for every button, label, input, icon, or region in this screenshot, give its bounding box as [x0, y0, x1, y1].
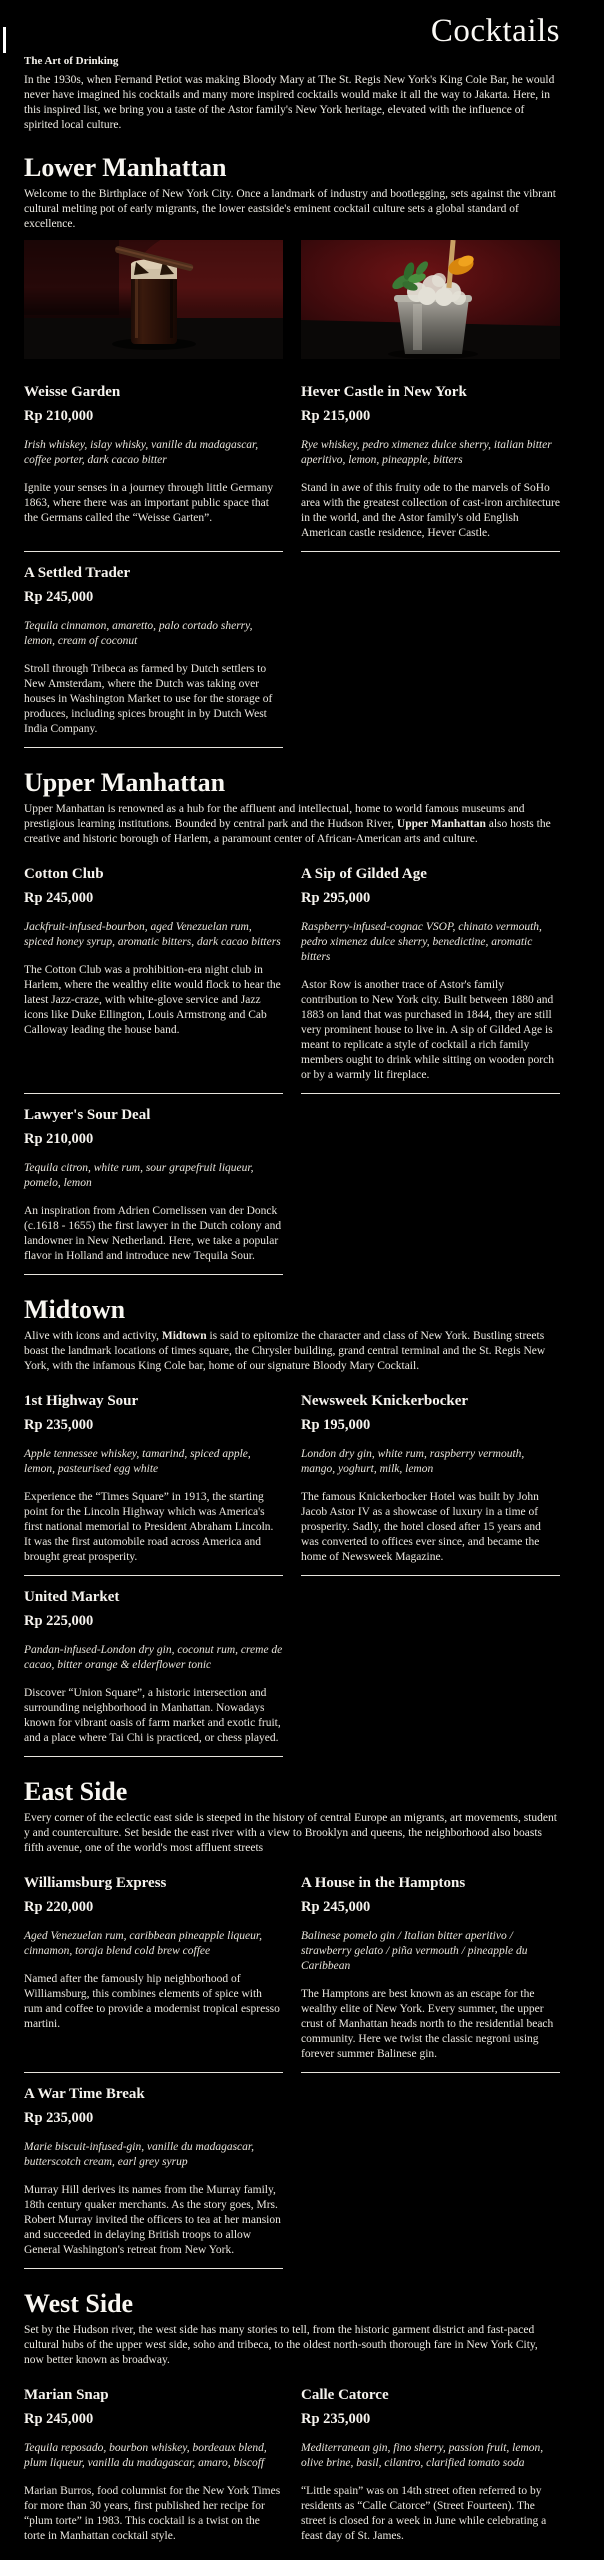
section-intro-bold: Upper Manhattan	[396, 818, 486, 830]
cocktail-description: Experience the “Times Square” in 1913, the starting point for the Lincoln Highway which was America's first national memorial to President Abraham Lincoln. It was the first automobile road across America and brought great prosperity.	[24, 1491, 274, 1563]
cocktail-item	[24, 1106, 283, 1275]
cocktail-item	[301, 383, 560, 552]
cocktail-item	[301, 1392, 560, 1576]
section-intro-text: Alive with icons and activity,	[24, 1330, 162, 1342]
divider	[301, 1093, 560, 1094]
cocktail-ingredients: Mediterranean gin, fino sherry, passion fruit, lemon, olive brine, basil, cilantro, clarified tomato soda	[301, 2442, 544, 2469]
cocktail-name: 1st Highway Sour	[24, 1393, 139, 1409]
cocktail-ingredients: Irish whiskey, islay whisky, vanille du madagascar, coffee porter, dark cacao bitter	[24, 439, 259, 466]
cocktail-price: Rp 210,000	[24, 408, 94, 424]
cocktail-name: Williamsburg Express	[24, 1875, 167, 1891]
section-intro	[24, 187, 560, 232]
section-intro-text-post: also hosts the creative and historic borough of Harlem, a paramount center of African-American arts and culture.	[24, 818, 551, 845]
cocktail-description: Astor Row is another trace of Astor's family contribution to New York city. Built between 1880 and 1883 on land that was purchased in 1844, they are still very prominent house to live in. A sip of Gilded Age is meant to replicate a style of cocktail a rich family members ought to drink while sitting on wooden porch or by a warmly lit fireplace.	[301, 979, 554, 1081]
cocktail-name: Weisse Garden	[24, 384, 121, 400]
cocktail-item	[301, 865, 560, 1094]
cocktail-item	[24, 1588, 283, 1757]
cocktail-description: The Cotton Club was a prohibition-era night club in Harlem, where the wealthy elite would flock to hear the latest Jazz-craze, with white-glove service and Jazz icons like Duke Ellington, Louis Armstrong and Cab Calloway leading the house band.	[24, 964, 281, 1036]
cocktail-name: Hever Castle in New York	[301, 384, 467, 400]
cocktail-description: Marian Burros, food columnist for the New York Times for more than 30 years, first published her recipe for “plum torte” in 1983. This cocktail is a twist on the torte in Manhattan cocktail style.	[24, 2485, 281, 2542]
cocktail-items-grid	[24, 383, 560, 748]
cocktail-description: The famous Knickerbocker Hotel was built by John Jacob Astor IV as a showcase of luxury in a time of prosperity. Sadly, the hotel closed after 15 years and was converted to offices ever since, and became the home of Newsweek Magazine.	[301, 1491, 541, 1563]
divider	[24, 1756, 283, 1757]
section-intro	[24, 1811, 560, 1856]
cocktail-ingredients: London dry gin, white rum, raspberry vermouth, mango, yoghurt, milk, lemon	[301, 1448, 525, 1475]
cocktail-items-grid	[24, 2386, 560, 2554]
cocktail-price: Rp 225,000	[24, 1613, 94, 1629]
intro-text: In the 1930s, when Fernand Petiot was making Bloody Mary at The St. Regis New York's King Cole Bar, he would never have imagined his cocktails and many more inspired cocktails would make it all the way to Jakarta. Here, in this inspired list, we bring you a taste of the Astor family's New York heritage, elevated with the influence of spirited local culture.	[24, 74, 555, 131]
cocktail-price: Rp 235,000	[24, 1417, 94, 1433]
section-east-side	[24, 1777, 560, 2269]
divider	[24, 1575, 283, 1576]
cocktail-items-grid	[24, 865, 560, 1275]
cocktail-ingredients: Raspberry-infused-cognac VSOP, chinato vermouth, pedro ximenez dulce sherry, benedictine, aromatic bitters	[301, 921, 542, 963]
cocktail-description: Stand in awe of this fruity ode to the marvels of SoHo area with the greatest collection of cast-iron architecture in the world, and the Astor family's old English American castle residence, Hever Castle.	[301, 482, 560, 539]
cocktail-name: United Market	[24, 1589, 120, 1605]
cocktail-description: An inspiration from Adrien Cornelissen van der Donck (c.1618 - 1655) the first lawyer in the Dutch colony and landowner in New Netherland. Here, we take a popular flavor in Holland and introduce new Tequila Sour.	[24, 1205, 282, 1262]
section-intro-text: Every corner of the eclectic east side is steeped in the history of central Europe an migrants, art movements, student y and counterculture. Set beside the east river with a view to Brooklyn and queens, the neighborhood also boasts fifth avenue, one of the world's most affluent streets	[24, 1812, 557, 1854]
cocktail-name: Lawyer's Sour Deal	[24, 1107, 151, 1123]
cocktail-description: Named after the famously hip neighborhood of Williamsburg, this combines elements of spice with rum and coffee to provide a modernist tropical espresso martini.	[24, 1973, 280, 2030]
intro-heading: The Art of Drinking	[24, 55, 119, 67]
cocktail-name: A House in the Hamptons	[301, 1875, 466, 1891]
cocktail-name: A Settled Trader	[24, 565, 131, 581]
cocktail-ingredients: Apple tennessee whiskey, tamarind, spiced apple, lemon, pasteurised egg white	[24, 1448, 251, 1475]
divider	[301, 1575, 560, 1576]
cocktail-item	[24, 1392, 283, 1576]
section-heading: Midtown	[24, 1295, 126, 1324]
cocktail-description: “Little spain” was on 14th street often referred to by residents as “Calle Catorce” (Street Fourteen). The street is closed for a week in June while celebrating a feast day of St. James.	[301, 2485, 547, 2542]
section-intro	[24, 2323, 560, 2368]
cocktail-ingredients: Marie biscuit-infused-gin, vanille du madagascar, butterscotch cream, earl grey syrup	[24, 2141, 254, 2168]
cocktail-item	[24, 2386, 283, 2554]
section-intro-text: Set by the Hudson river, the west side has many stories to tell, from the historic garment district and fast-paced cultural hubs of the upper west side, soho and tribeca, to the oldest north-south thorough fare in New York City, now better known as broadway.	[24, 2324, 538, 2366]
cocktail-item	[301, 2386, 560, 2554]
cocktail-price: Rp 245,000	[301, 1899, 371, 1915]
divider	[24, 2072, 283, 2073]
cocktail-ingredients: Aged Venezuelan rum, caribbean pineapple liqueur, cinnamon, toraja blend cold brew coffee	[24, 1930, 262, 1957]
cocktail-items-grid	[24, 1392, 560, 1757]
cocktail-name: A War Time Break	[24, 2086, 145, 2102]
cocktail-item	[24, 564, 283, 748]
section-intro-text: Upper Manhattan is renowned as a hub for the affluent and intellectual, home to world famous museums and prestigious learning institutions. Bounded by central park and the Hudson River,	[24, 803, 525, 830]
cocktail-price: Rp 245,000	[24, 2411, 94, 2427]
section-intro-text-post: is said to epitomize the character and class of New York. Bustling streets boast the landmark locations of times square, the Chrysler building, grand central terminal and the St. Regis New York, with the infamous King Cole bar, home of our signature Bloody Mary Cocktail.	[24, 1330, 546, 1372]
cocktail-photos-row	[24, 240, 560, 359]
cocktail-ingredients: Balinese pomelo gin / Italian bitter aperitivo / strawberry gelato / piña vermouth / pineapple du Caribbean	[301, 1930, 528, 1972]
cocktail-price: Rp 220,000	[24, 1899, 94, 1915]
scrollbar-thumb[interactable]	[3, 27, 6, 53]
cocktail-description: Ignite your senses in a journey through little Germany 1863, where there was an important public space that the Germans called the “Weisse Garten”.	[24, 482, 274, 524]
section-intro	[24, 802, 560, 847]
section-intro-text: Welcome to the Birthplace of New York City. Once a landmark of industry and bootlegging, sets against the vibrant cultural melting pot of early migrants, the lower eastside's eminent cocktail culture sets a global standard of excellence.	[24, 188, 557, 230]
divider	[24, 747, 283, 748]
cocktail-name: A Sip of Gilded Age	[301, 866, 427, 882]
cocktail-item	[24, 383, 283, 552]
section-lower-manhattan	[24, 153, 560, 748]
divider	[24, 1093, 283, 1094]
cocktail-item	[24, 865, 283, 1094]
divider	[24, 551, 283, 552]
cocktail-price: Rp 245,000	[24, 890, 94, 906]
divider	[24, 1274, 283, 1275]
divider	[301, 2072, 560, 2073]
cocktail-name: Cotton Club	[24, 866, 104, 882]
cocktail-price: Rp 210,000	[24, 1131, 94, 1147]
section-upper-manhattan	[24, 768, 560, 1275]
cocktail-price: Rp 245,000	[24, 589, 94, 605]
cocktail-name: Newsweek Knickerbocker	[301, 1393, 469, 1409]
cocktail-price: Rp 195,000	[301, 1417, 371, 1433]
cocktail-description: Murray Hill derives its names from the Murray family, 18th century quaker merchants. As the story goes, Mrs. Robert Murray invited the officers to tea at her mansion and succeeded in delaying British troops to allow General Washington's retreat from New York.	[24, 2184, 281, 2256]
cocktail-item	[24, 1874, 283, 2073]
cocktail-description: Discover “Union Square”, a historic intersection and surrounding neighborhood in Manhattan. Nowadays known for vibrant oasis of farm market and exotic fruit, and a place where Tai Chi is practiced, or chess played.	[24, 1687, 281, 1744]
section-intro	[24, 1329, 560, 1374]
section-heading: East Side	[24, 1777, 128, 1806]
cocktail-ingredients: Jackfruit-infused-bourbon, aged Venezuelan rum, spiced honey syrup, aromatic bitters, dark cacao bitters	[24, 921, 281, 948]
section-midtown	[24, 1295, 560, 1757]
hever-castle-cocktail-photo	[301, 240, 560, 359]
cocktail-ingredients: Tequila reposado, bourbon whiskey, bordeaux blend, plum liqueur, vanilla du madagascar, amaro, biscoff	[24, 2442, 267, 2469]
cocktail-ingredients: Pandan-infused-London dry gin, coconut rum, creme de cacao, bitter orange & elderflower tonic	[24, 1644, 283, 1671]
cocktail-ingredients: Tequila cinnamon, amaretto, palo cortado sherry, lemon, cream of coconut	[24, 620, 253, 647]
section-heading: Upper Manhattan	[24, 768, 226, 797]
divider	[301, 551, 560, 552]
section-intro-bold: Midtown	[161, 1330, 207, 1342]
cocktail-ingredients: Tequila citron, white rum, sour grapefruit liqueur, pomelo, lemon	[24, 1162, 254, 1189]
cocktail-price: Rp 235,000	[301, 2411, 371, 2427]
section-heading: West Side	[24, 2289, 134, 2318]
cocktail-name: Marian Snap	[24, 2387, 109, 2403]
cocktail-description: Stroll through Tribeca as farmed by Dutch settlers to New Amsterdam, where the Dutch was taking over houses in Washington Market to use for the storage of produces, including spices brought in by Dutch West India Company.	[24, 663, 273, 735]
cocktail-ingredients: Rye whiskey, pedro ximenez dulce sherry, italian bitter aperitivo, lemon, pineapple, bitters	[301, 439, 552, 466]
page-title: Cocktails	[430, 13, 560, 49]
cocktail-price: Rp 295,000	[301, 890, 371, 906]
section-west-side	[24, 2289, 560, 2554]
cocktail-price: Rp 215,000	[301, 408, 371, 424]
cocktail-description: The Hamptons are best known as an escape for the wealthy elite of New York. Every summer, the upper crust of Manhattan heads north to the residential beach community. Here we twist the classic negroni using forever summer Balinese gin.	[301, 1988, 554, 2060]
cocktail-items-grid	[24, 1874, 560, 2269]
weisse-garden-cocktail-photo	[24, 240, 283, 359]
cocktail-item	[24, 2085, 283, 2269]
cocktail-item	[301, 1874, 560, 2073]
cocktail-name: Calle Catorce	[301, 2387, 389, 2403]
cocktail-price: Rp 235,000	[24, 2110, 94, 2126]
divider	[24, 2268, 283, 2269]
section-heading: Lower Manhattan	[24, 153, 227, 182]
